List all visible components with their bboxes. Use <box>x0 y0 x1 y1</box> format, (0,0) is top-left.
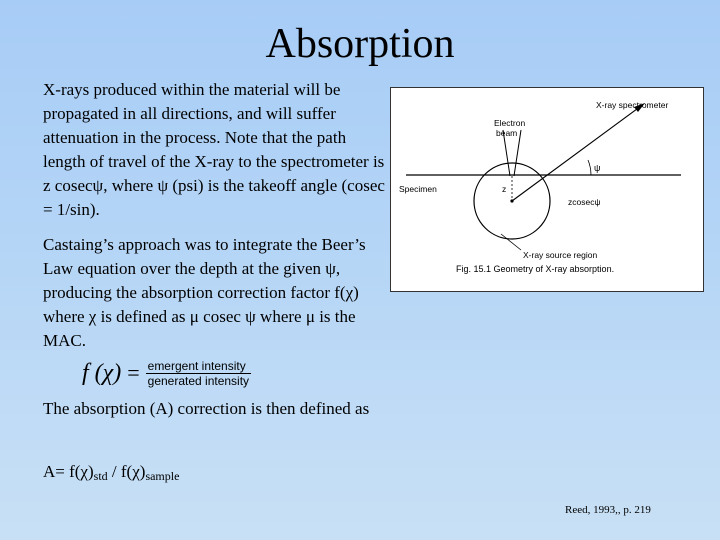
xray-path-line <box>512 106 641 201</box>
label-psi: ψ <box>594 163 601 173</box>
paragraph-path-length: X-rays produced within the material will be propagated in all directions, and will suffer attenuation in the process. Note that the path length of travel of the X-ray to the spectrometer is z cosecψ, where ψ (psi) is the takeoff angle (cosec = 1/sin). <box>43 80 385 219</box>
equation-sub-sample: sample <box>145 469 180 483</box>
formula-fraction <box>146 359 251 388</box>
label-zcosec: zcosecψ <box>568 197 601 207</box>
source-leader-line <box>501 234 521 250</box>
label-electron: Electron <box>494 118 526 128</box>
label-source-region: X-ray source region <box>523 250 598 260</box>
slide-title: Absorption <box>265 21 455 67</box>
correction-equation <box>43 460 343 488</box>
label-xray-spectrometer: X-ray spectrometer <box>596 100 669 110</box>
label-specimen: Specimen <box>399 184 437 194</box>
geometry-diagram <box>391 88 702 290</box>
psi-arc <box>588 160 591 175</box>
reference-citation: Reed, 1993,, p. 219 <box>565 504 651 516</box>
equation-prefix: A= f(χ) <box>43 462 94 481</box>
equation-sub-std: std <box>93 469 108 483</box>
equation-middle: / f(χ) <box>107 462 146 481</box>
paragraph-castaing: Castaing’s approach was to integrate the Beer’s Law equation over the depth at the given ψ, producing the absorption correction factor f(χ) where χ is defined as μ cosec ψ where μ is the MAC. <box>43 235 366 350</box>
figure-caption: Fig. 15.1 Geometry of X-ray absorption. <box>456 264 615 274</box>
label-beam: beam <box>496 128 518 138</box>
geometry-figure <box>390 87 704 292</box>
paragraph-correction: The absorption (A) correction is then defined as <box>43 399 370 418</box>
formula-equals: = <box>127 360 140 385</box>
formula-numerator: emergent intensity <box>146 359 251 374</box>
formula-denominator: generated intensity <box>147 373 250 388</box>
absorption-formula <box>82 356 251 390</box>
label-z: z <box>502 184 507 194</box>
formula-lhs: f (χ) <box>82 359 122 386</box>
